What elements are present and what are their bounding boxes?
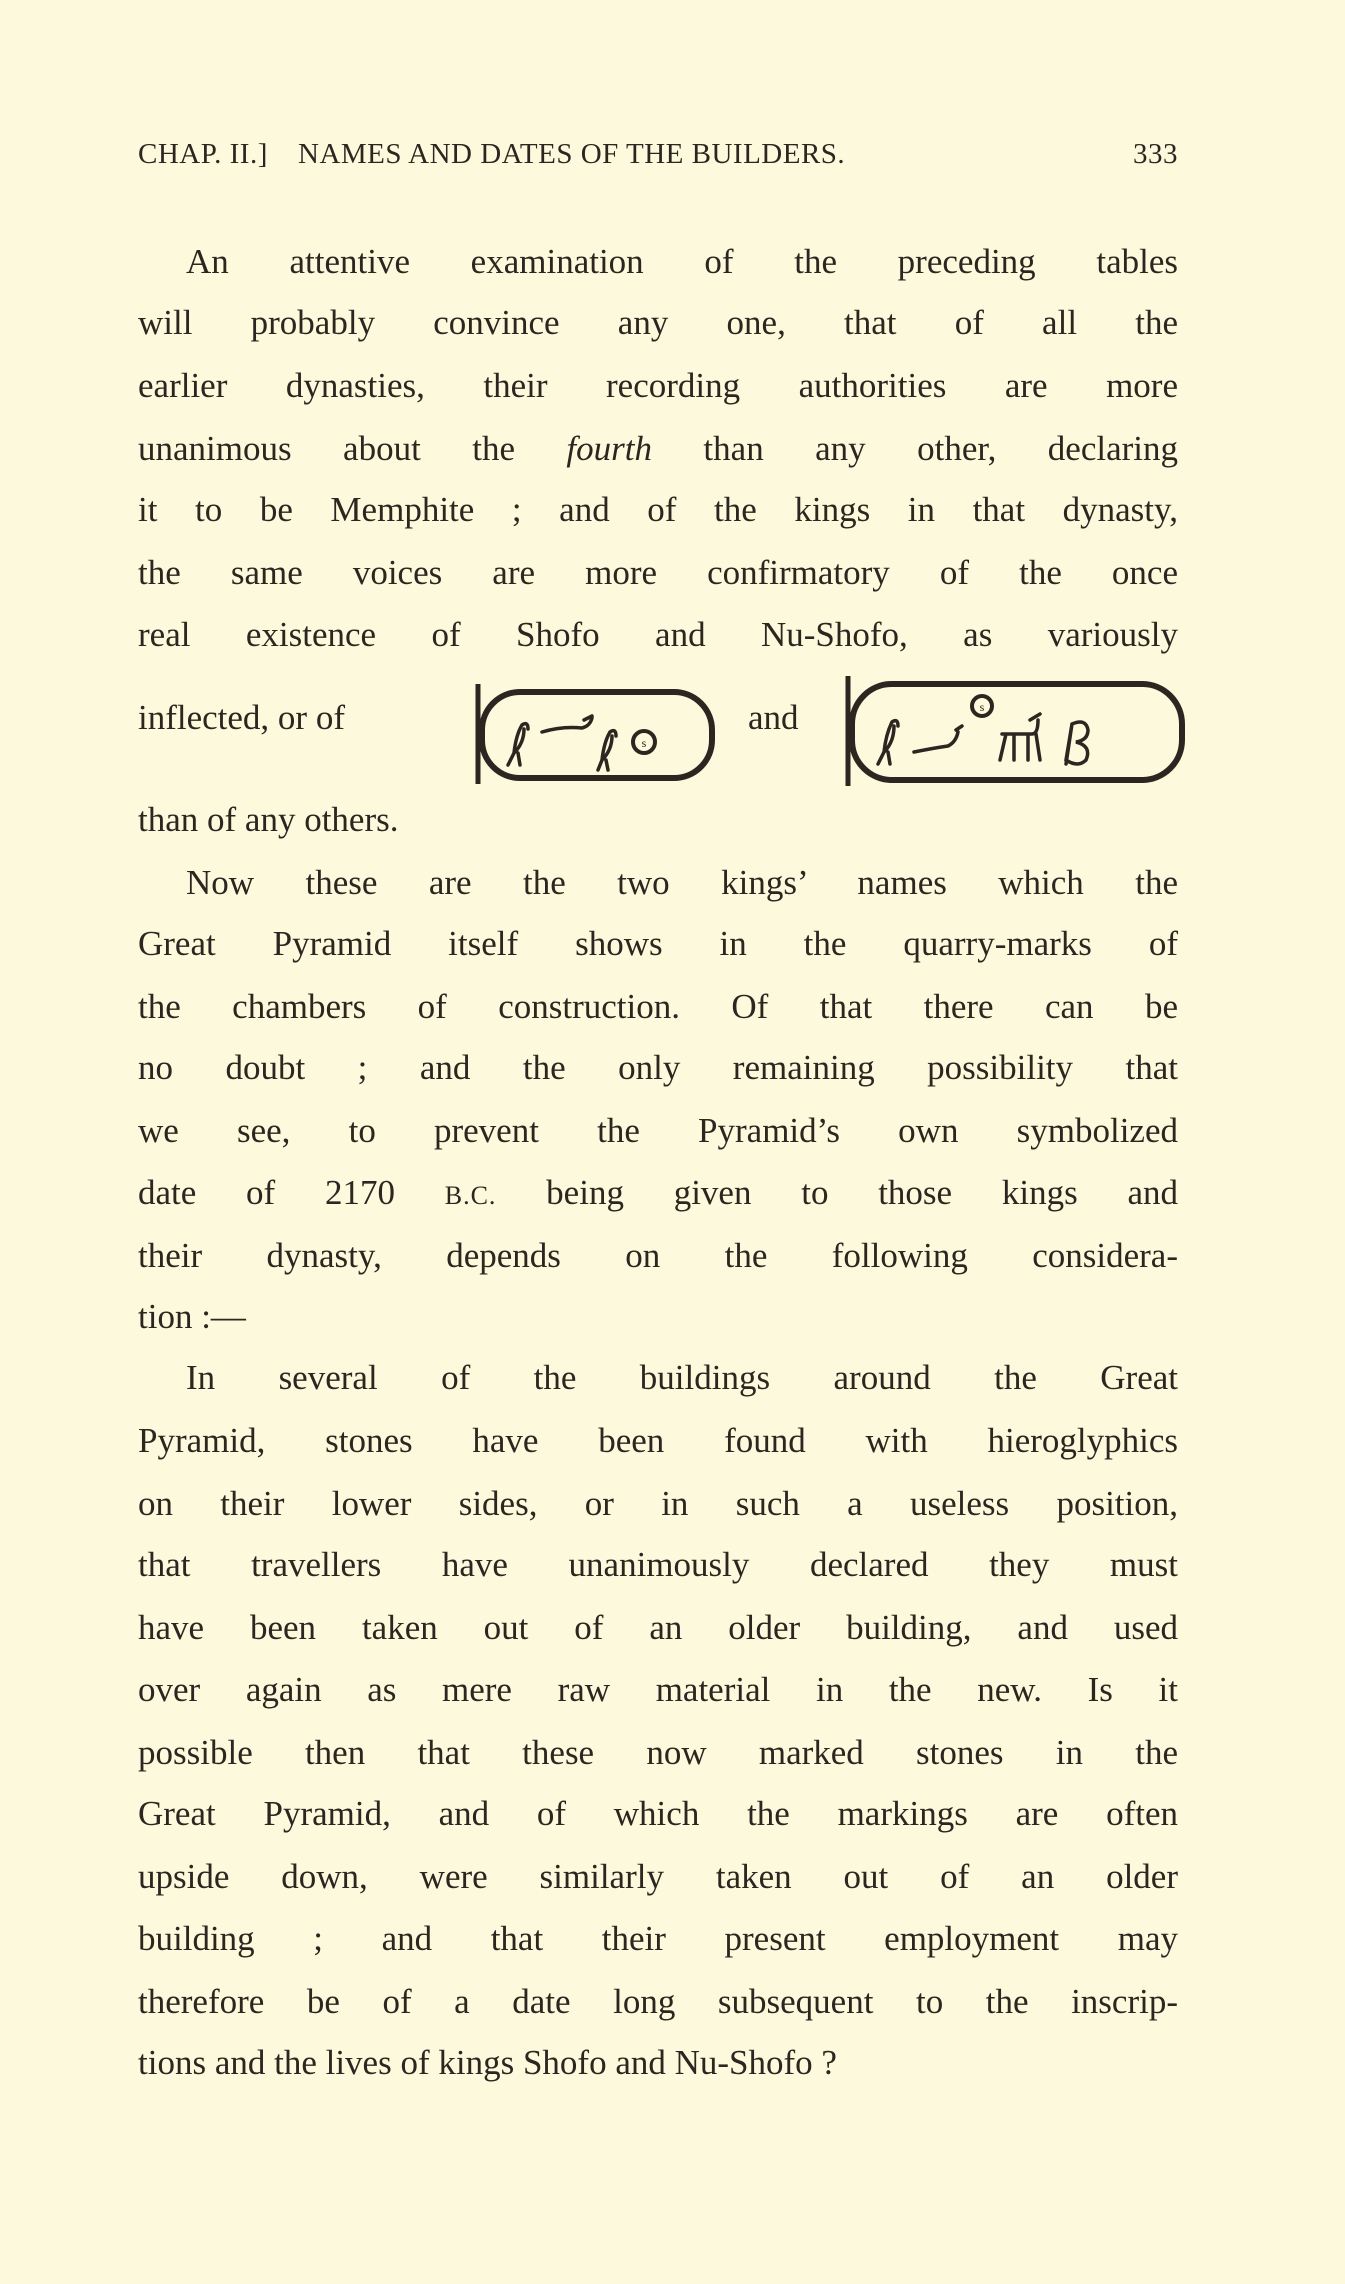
italic-text: fourth [566, 429, 652, 468]
svg-text:s: s [979, 700, 985, 714]
text-line [138, 1789, 1178, 1839]
text-line [138, 1043, 1178, 1093]
text-line [138, 982, 1178, 1032]
text-segment: no doubt ; and the only remaining possibility that [138, 1048, 1178, 1087]
text-line [138, 237, 1178, 287]
text-line [138, 548, 1178, 598]
cartouche-shofo [472, 680, 720, 790]
text-segment: upside down, were similarly taken out of an older [138, 1857, 1178, 1896]
text-line [138, 795, 1178, 845]
text-segment: earlier dynasties, their recording authorities are more [138, 366, 1178, 405]
text-line [138, 1540, 1178, 1590]
text-segment: the same voices are more confirmatory of the once [138, 553, 1178, 592]
text-segment: building ; and that their present employment may [138, 1919, 1178, 1958]
text-segment: than of any others. [138, 800, 399, 839]
cartouche-nu-shofo [842, 672, 1192, 790]
text-segment: on their lower sides, or in such a useless position, [138, 1484, 1178, 1523]
text-line [138, 1479, 1178, 1529]
text-line [138, 1292, 1178, 1342]
text-segment: it to be Memphite ; and of the kings in that dynasty, [138, 490, 1178, 529]
text-segment: over again as mere raw material in the new. Is it [138, 1670, 1178, 1709]
text-segment: their dynasty, depends on the following considera- [138, 1236, 1178, 1275]
text-segment: unanimous about the [138, 429, 567, 468]
cartouche-line-text: inflected, or of [138, 698, 345, 737]
text-line [138, 919, 1178, 969]
text-line [138, 610, 1178, 660]
text-line [138, 1106, 1178, 1156]
text-line [138, 1231, 1178, 1281]
text-segment: Pyramid, stones have been found with hieroglyphics [138, 1421, 1178, 1460]
text-line [138, 361, 1178, 411]
text-line [138, 1977, 1178, 2027]
text-line [138, 485, 1178, 535]
text-segment: tion :— [138, 1297, 246, 1336]
text-segment: Great Pyramid itself shows in the quarry-marks of [138, 924, 1178, 963]
cartouche-line-and: and [748, 698, 799, 737]
text-segment: than any other, declaring [652, 429, 1178, 468]
text-segment: date of 2170 [138, 1173, 445, 1212]
text-line [138, 1603, 1178, 1653]
text-line [138, 1914, 1178, 1964]
text-line [138, 1353, 1178, 1403]
text-line [138, 1416, 1178, 1466]
text-segment: An attentive examination of the preceding tables [186, 242, 1178, 281]
text-segment: In several of the buildings around the Great [186, 1358, 1178, 1397]
text-segment: that travellers have unanimously declared they must [138, 1545, 1178, 1584]
text-line [138, 1852, 1178, 1902]
text-segment: real existence of Shofo and Nu-Shofo, as variously [138, 615, 1178, 654]
running-header [138, 138, 1178, 182]
text-segment: possible then that these now marked stones in the [138, 1733, 1178, 1772]
text-segment: have been taken out of an older building, and used [138, 1608, 1178, 1647]
text-segment: Now these are the two kings’ names which the [186, 863, 1178, 902]
text-line [138, 1728, 1178, 1778]
text-line [138, 298, 1178, 348]
page-number: 333 [1133, 138, 1178, 170]
text-line [138, 1168, 1178, 1218]
text-line [138, 858, 1178, 908]
text-segment: we see, to prevent the Pyramid’s own symbolized [138, 1111, 1178, 1150]
text-line [138, 2038, 1178, 2088]
svg-text:s: s [641, 736, 647, 750]
running-title: NAMES AND DATES OF THE BUILDERS. [298, 138, 846, 170]
text-segment: tions and the lives of kings Shofo and Nu-Shofo ? [138, 2043, 837, 2082]
text-segment: therefore be of a date long subsequent to the inscrip- [138, 1982, 1178, 2021]
text-line [138, 424, 1178, 474]
text-line [138, 1665, 1178, 1715]
text-segment: Great Pyramid, and of which the markings are often [138, 1794, 1178, 1833]
text-segment: the chambers of construction. Of that there can be [138, 987, 1178, 1026]
small-caps-text: B.C. [444, 1181, 497, 1210]
chapter-label: CHAP. II.] [138, 138, 268, 170]
text-segment: being given to those kings and [496, 1173, 1178, 1212]
text-segment: will probably convince any one, that of all the [138, 303, 1178, 342]
